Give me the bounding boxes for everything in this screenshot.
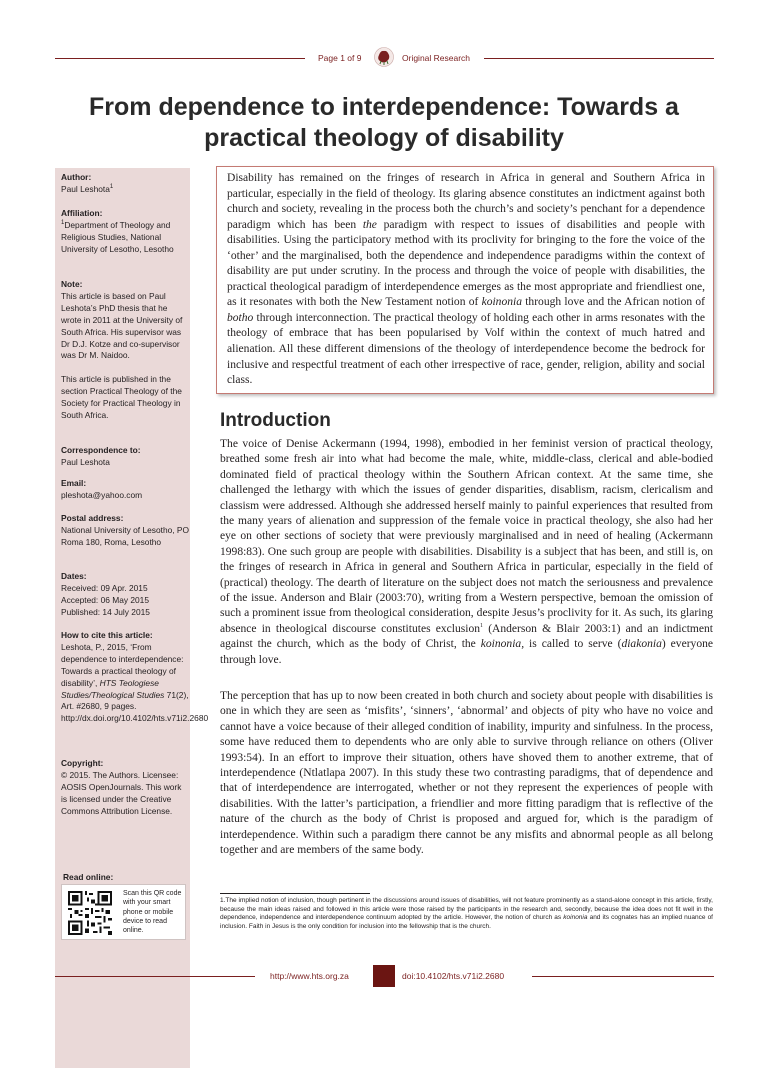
citation-text: Leshota, P., 2015, ‘From dependence to interdependence: Towards a practical theology of disability’,	[61, 641, 184, 688]
header-rule-right	[484, 58, 714, 59]
citation-block	[61, 630, 209, 725]
correspondence-block	[61, 445, 189, 469]
read-online-box	[61, 884, 186, 940]
correspondence-name: Paul Leshota	[61, 456, 110, 467]
copyright-block	[61, 758, 189, 818]
postal-address: National University of Lesotho, PO Roma 180, Roma, Lesotho	[61, 524, 190, 547]
note-text: This article is based on Paul Leshota’s PhD thesis that he wrote in 2011 at the University of South Africa. His supervisor was Dr D.J. Kotze and co-supervisor was Dr M. Naidoo.	[61, 290, 183, 361]
copyright-text: © 2015. The Authors. Licensee: AOSIS OpenJournals. This work is licensed under the Creative Commons Attribution License.	[61, 769, 182, 816]
postal-block	[61, 513, 189, 549]
dates-heading: Dates:	[61, 571, 87, 581]
citation-heading: How to cite this article:	[61, 630, 153, 640]
copyright-heading: Copyright:	[61, 758, 104, 768]
footnote-ref[interactable]: 1	[480, 623, 484, 630]
citation-doi-link[interactable]: 71(2), Art. #2680, 9 pages. http://dx.doi.org/10.4102/hts.v71i2.2680	[61, 689, 209, 724]
footer-rule-left	[55, 976, 255, 977]
abstract-text: Disability has remained on the fringes of research in Africa in general and Southern Africa in particular, especially in the field of theology. Its glaring absence constitutes an indictment against both church and society, revealing in the process both the church’s and society’s penchant for a dependence paradigm which has been the paradigm with respect to issues of disabilities and people with disabilities. Using the participatory method with its proclivity for bringing to the fore the voice of the ‘other’ and the marginalised, both the dependence and independence paradigms within the context of disability are put under scrutiny. In the process and through the voice of people with disabilities, the practical theological paradigm of interdependence emerges as the most appropriate and friendliest one, as it resonates with both the New Testament notion of koinonia through love and the African notion of botho through interconnection. The practical theology of holding each other in arms resonates with the theology of embrace that has been popularised by Volf within the context of much hatred and alienation. All these different dimensions of the theology of interdependence become the bedrock for inclusive and respectful treatment of each other irrespective of race, gender, religion, ability and social class.	[227, 172, 705, 387]
doi-link[interactable]: doi:10.4102/hts.v71i2.2680	[402, 971, 505, 981]
author-superscript: 1	[109, 184, 114, 191]
dates-block	[61, 571, 189, 619]
body-paragraph: The voice of Denise Ackermann (1994, 1998), embodied in her feminist version of practical theology, breathed some fresh air into what had become the male, white, middle-class, clerical and able-bodied dominated field of practical theology within the Southern African context. At the same time, she challenged the lethargy with which the issues of gender disparities, disablism, racism, clericalism and classism were addressed. Although she addressed herself mainly to painful experiences that resulted from the many years of alienation and suppression of the female voice in practical theology, she also had her eye on other sections of society that were previously marginalised and in need of healing (Ackermann 1998:83). One such group are people with disabilities. Disability is a subject that has been, and still is, on the fringes of research in Africa in general and Southern Africa in particular, especially in the field of (practical) theology. The dearth of literature on the subject does not match the seriousness and prevalence of the issue. Anderson and Blair (2003:70), writing from a Western perspective, bemoan the omission of such a prominent issue from theological consideration, despite Jesus’s proclivity for it. As such, its glaring absence in theological discourse constitutes exclusion$^1$ (Anderson & Blair 2003:1) and an indictment against the church, which as the body of Christ, the koinonia, is called to serve (diakonia) everyone through love.	[220, 438, 713, 666]
citation-journal: HTS Teologiese Studies/Theological Studies	[61, 677, 165, 700]
term-botho: botho	[227, 311, 254, 324]
footnote-rule	[220, 893, 370, 894]
header-rule-left	[55, 58, 305, 59]
affiliation-superscript: 1	[61, 220, 65, 227]
footnote: 1.The implied notion of inclusion, though pertinent in the discussions around issues of disabilities, will not feature prominently as a stand-alone concept in this article, firstly, because the main ideas raised and followed in this article were those raised by the participants in the research and, secondly, because the idea does not fit well in the dependence, independence and interdependence continuum adopted by the article. However, the notion of church as koinonia and its cognates has an implied nuance of inclusion. Faith in Jesus is the only condition for inclusion into the fellowship that is the church.	[220, 897, 713, 930]
note-heading: Note:	[61, 279, 83, 289]
section-note-text: This article is published in the section Practical Theology of the Society for Practical Theology in South Africa.	[61, 374, 182, 421]
footer-rule-right	[532, 976, 714, 977]
abstract-box	[216, 166, 714, 394]
emphasis-the: the	[362, 218, 377, 231]
introduction-heading: Introduction	[220, 410, 331, 431]
date-published: Published: 14 July 2015	[61, 606, 150, 617]
affiliation-heading: Affiliation:	[61, 208, 103, 218]
author-name: Paul Leshota	[61, 183, 110, 194]
qr-code-icon[interactable]	[68, 891, 112, 935]
footer-accent-block	[373, 965, 395, 987]
email-block	[61, 478, 189, 502]
article-title: From dependence to interdependence: Towards a practical theology of disability	[89, 93, 679, 152]
read-online-block	[55, 870, 190, 942]
journal-logo-icon	[374, 47, 394, 67]
author-block	[61, 172, 189, 196]
correspondence-heading: Correspondence to:	[61, 445, 141, 455]
author-heading: Author:	[61, 172, 92, 182]
read-online-instructions: Scan this QR code with your smart phone or mobile device to read online.	[123, 890, 182, 935]
page-number: Page 1 of 9	[318, 53, 362, 63]
article-type: Original Research	[402, 53, 471, 63]
term-koinonia-body: koinonia,	[480, 638, 525, 651]
body-paragraph: The perception that has up to now been created in both church and society about people with disabilities is one in which they are seen as ‘misfits’, ‘sinners’, ‘abnormal’ and objects of pity who have no voice and cannot have a voice because of their alleged condition of inability, impurity and sinfulness. In the process, some have reduced them to dependents who are only able to survive through reliance on others (Oliver 1993:54). In an effort to improve their situation, others have shoved them to another extreme, that of interdependence (Ntlatlapa 2007). In this study these two contrasting paradigms, that of dependence and that of interdependence are interrogated, whether or not they represent the experiences of people with disabilities. With the latter’s participation, a friendlier and more fitting paradigm that is reflective of the nature of the church as the body of Christ is proposed and argued for, which is the paradigm of interdependence. Within such a paradigm there cannot be any misfits and abnormal people as all belong together and are members of the same body.	[220, 690, 713, 857]
date-received: Received: 09 Apr. 2015	[61, 582, 148, 593]
email-link[interactable]: pleshota@yahoo.com	[61, 489, 143, 500]
date-accepted: Accepted: 06 May 2015	[61, 594, 149, 605]
email-heading: Email:	[61, 478, 87, 488]
postal-heading: Postal address:	[61, 513, 124, 523]
read-online-heading: Read online:	[63, 872, 114, 882]
affiliation-text: Department of Theology and Religious Studies, National University of Lesotho, Lesotho	[61, 219, 174, 254]
journal-url-link[interactable]: http://www.hts.org.za	[270, 971, 349, 981]
affiliation-block	[61, 208, 189, 256]
term-diakonia: diakonia	[621, 638, 662, 651]
term-koinonia: koinonia	[481, 296, 522, 309]
note-block	[61, 279, 189, 422]
